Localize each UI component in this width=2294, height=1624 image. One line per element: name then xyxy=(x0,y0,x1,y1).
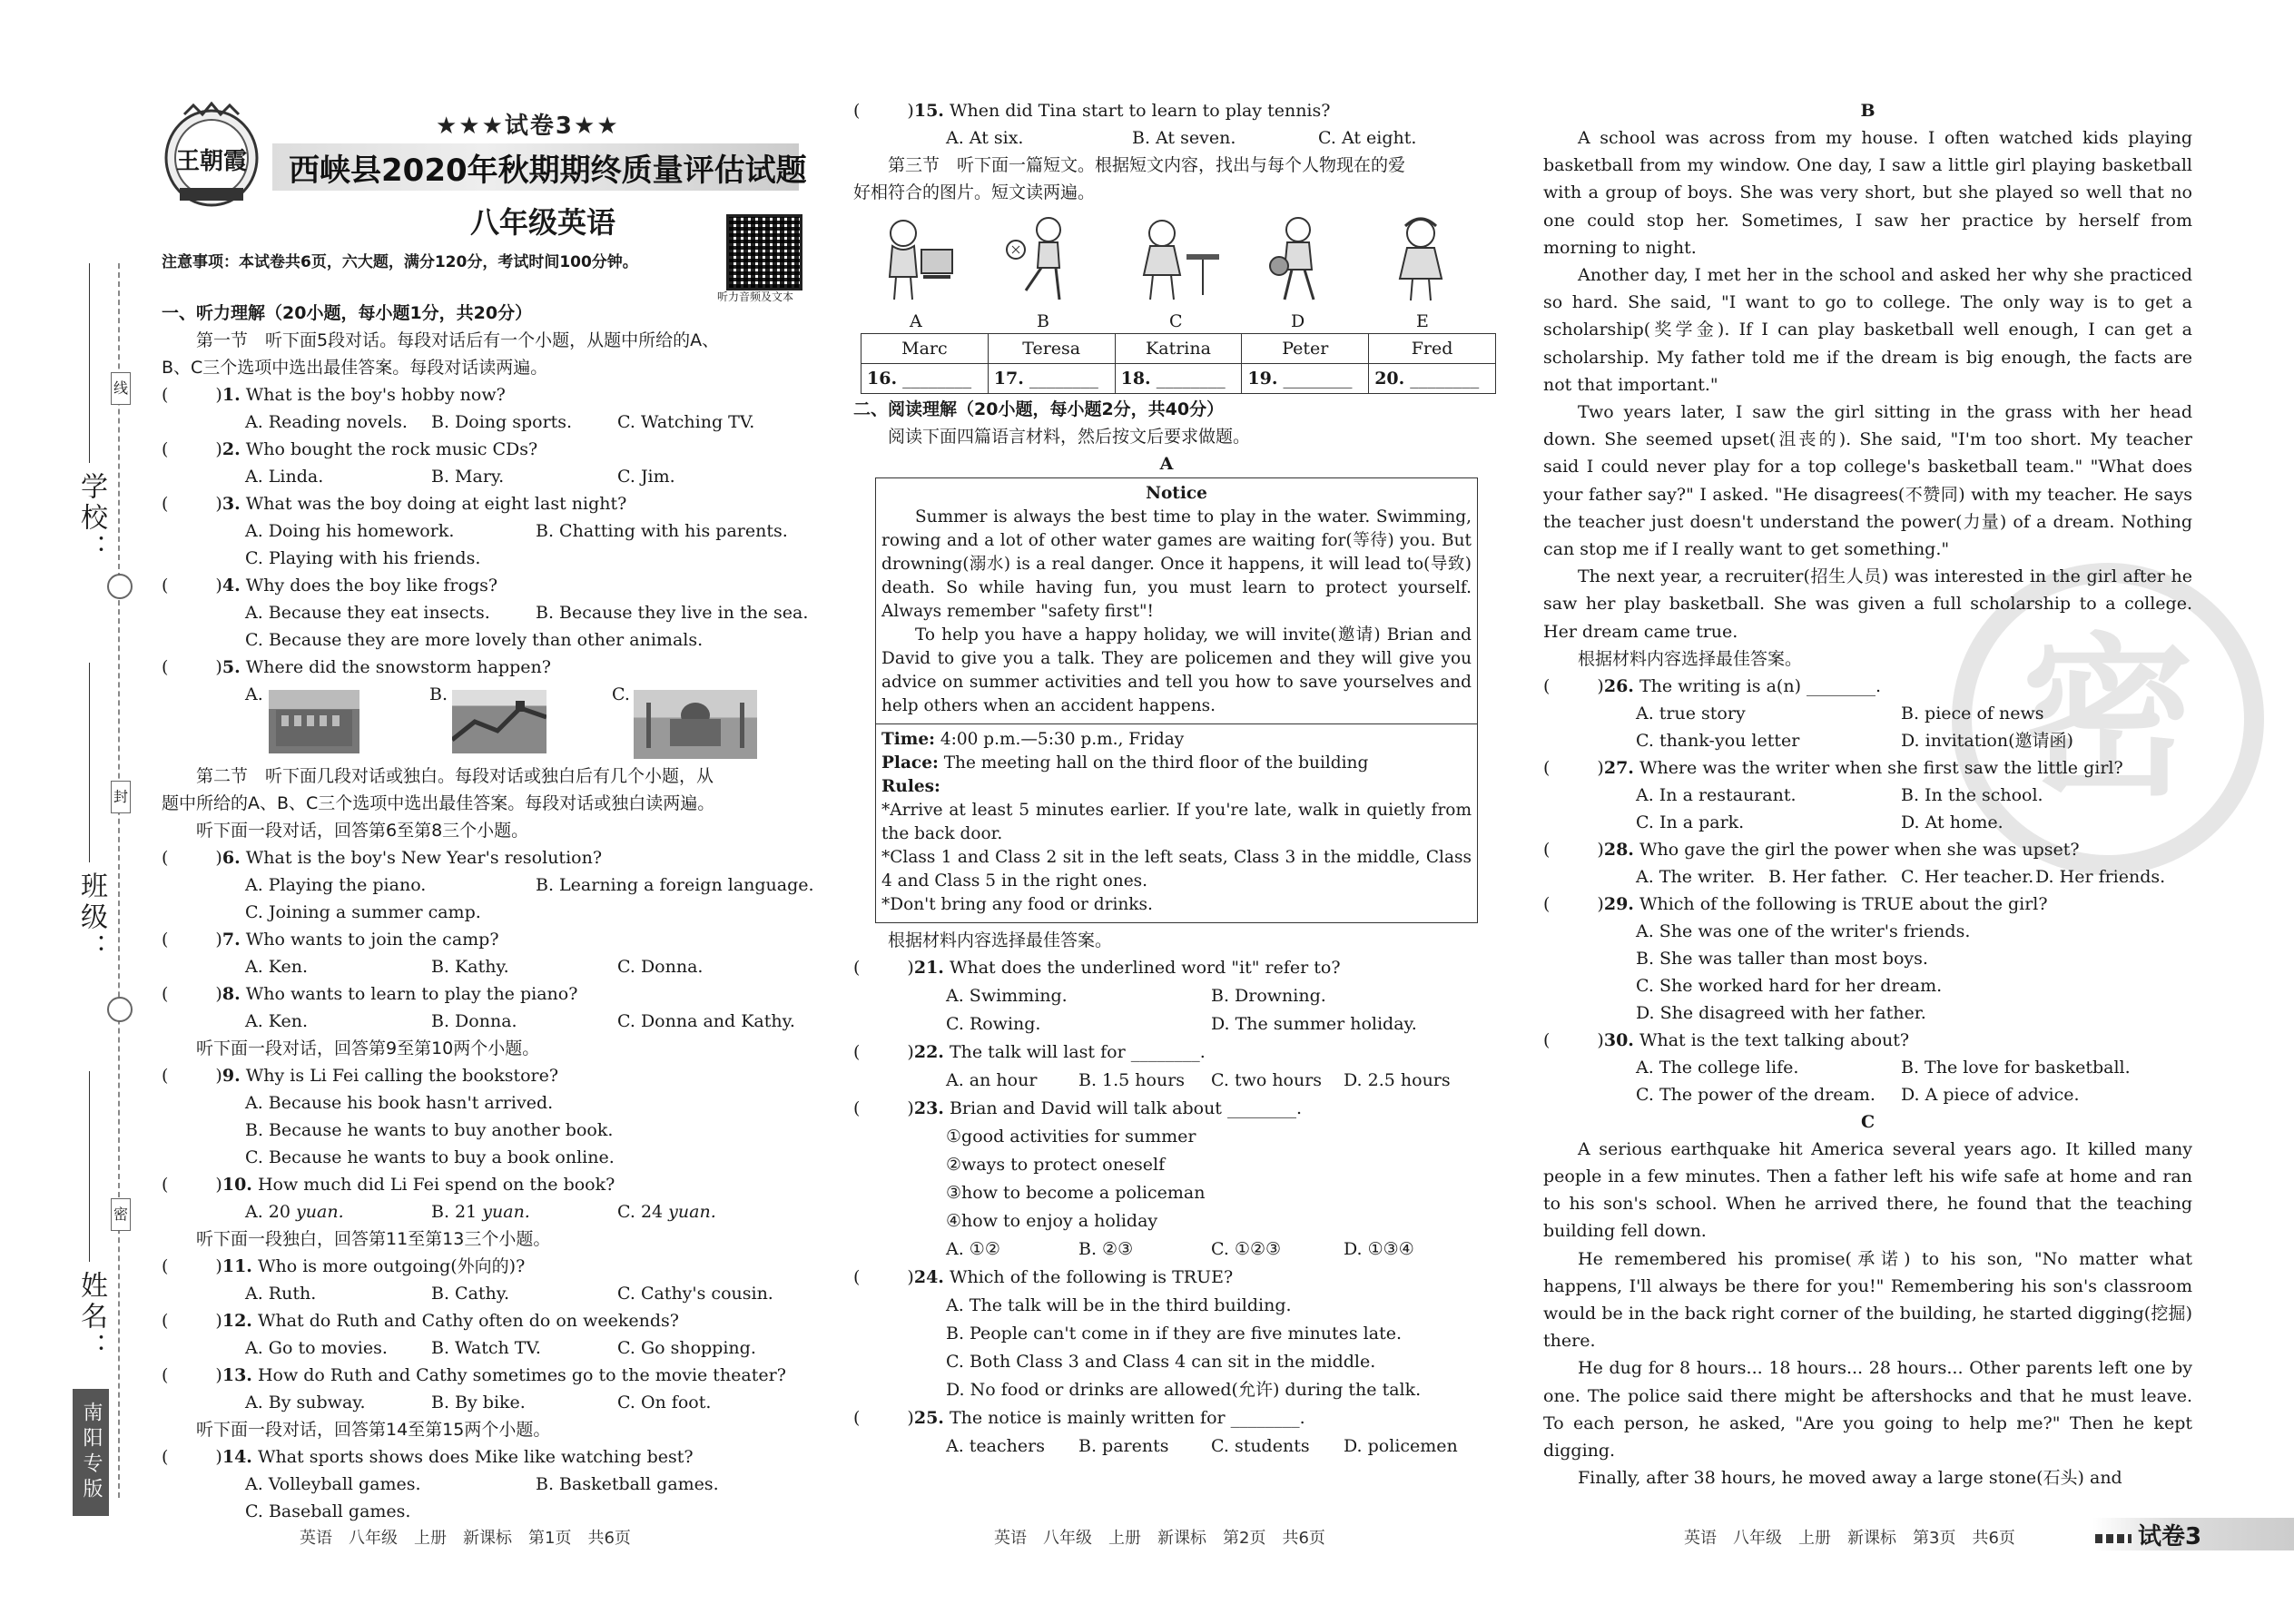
question-30: ( )30. What is the text talking about? xyxy=(1543,1029,1910,1050)
binding-hole-icon xyxy=(107,997,133,1022)
question-10: ( )10. How much did Li Fei spend on the book? xyxy=(162,1175,615,1195)
notice-rule-1: *Arrive at least 5 minutes earlier. If you're late, walk in quietly from the back door. xyxy=(881,801,1472,843)
answer-cell-20[interactable]: 20. ________ xyxy=(1369,364,1496,394)
exam-title: 西峡县2020年秋期期终质量评估试题 xyxy=(289,153,807,189)
passage-c-paragraph-2: He remembered his promise(承诺) to his son, "No matter what happens, I'll always be there for you!" Remembering his son's classroom would be in the back right corner of the building, he started digging(挖掘) there. xyxy=(1543,1248,2192,1352)
girl-pingpong-icon[interactable] xyxy=(1130,213,1221,304)
option-b[interactable]: B. xyxy=(429,684,448,704)
option-b[interactable]: B. Because they live in the sea. xyxy=(536,603,809,623)
option-c[interactable]: C. She worked hard for her dream. xyxy=(1636,975,1943,996)
question-24: ( )24. Which of the following is TRUE? xyxy=(853,1267,1234,1287)
option-a[interactable]: A. At six. xyxy=(946,128,1024,148)
q23-item-3: ③how to become a policeman xyxy=(946,1183,1206,1203)
notice-paragraph-1: Summer is always the best time to play in the water. Swimming, rowing and a lot of other water games are waiting for(等待) you. But drowning(溺水) is a real danger. Once it happens, it will lead to(导致) death. So while having fun, you must learn to protect yourself. Always remember "safety first"! xyxy=(881,507,1472,621)
question-3: ( )3. What was the boy doing at eight last night? xyxy=(162,494,627,514)
q23-item-4: ④how to enjoy a holiday xyxy=(946,1211,1158,1231)
binding-hole-icon xyxy=(107,574,133,599)
question-6: ( )6. What is the boy's New Year's resolution? xyxy=(162,848,603,868)
option-a[interactable]: A. The writer. xyxy=(1636,866,1756,887)
question-22: ( )22. The talk will last for ________. xyxy=(853,1042,1206,1062)
option-d[interactable]: D. She disagreed with her father. xyxy=(1636,1002,1926,1023)
option-b[interactable]: B. Donna. xyxy=(431,1011,517,1031)
option-b[interactable]: B. Basketball games. xyxy=(536,1474,719,1494)
choose-instruction: 根据材料内容选择最佳答案。 xyxy=(888,930,1113,950)
notice-time: 4:00 p.m.—5:30 p.m., Friday xyxy=(940,730,1185,749)
question-29: ( )29. Which of the following is TRUE about the girl? xyxy=(1543,893,2048,914)
option-c[interactable]: C. ①②③ xyxy=(1211,1239,1282,1259)
option-b[interactable]: B. In the school. xyxy=(1901,784,2043,805)
option-c[interactable]: C. two hours xyxy=(1211,1070,1323,1090)
question-23: ( )23. Brian and David will talk about ________. xyxy=(853,1098,1303,1118)
option-b[interactable]: B. 21 yuan. xyxy=(431,1202,530,1222)
girl-singing-icon[interactable] xyxy=(1380,213,1462,304)
colosseum-image[interactable] xyxy=(269,690,359,753)
answer-cell-18[interactable]: 18. ________ xyxy=(1115,364,1242,394)
name-cell: Peter xyxy=(1242,334,1369,364)
question-8: ( )8. Who wants to learn to play the piano? xyxy=(162,984,578,1004)
name-label: 姓名： xyxy=(75,1271,107,1363)
option-c[interactable]: C. xyxy=(612,684,630,704)
option-c[interactable]: C. The power of the dream. xyxy=(1636,1084,1876,1105)
column-2 xyxy=(853,97,1480,1461)
seal-mark-xian: 线 xyxy=(111,372,131,405)
option-c[interactable]: C. In a park. xyxy=(1636,812,1745,832)
option-a[interactable]: A. By subway. xyxy=(245,1393,366,1412)
column-3 xyxy=(1543,97,2192,1492)
option-a[interactable]: A. Playing the piano. xyxy=(245,875,427,895)
boy-computer-icon[interactable] xyxy=(876,213,958,304)
option-c[interactable]: C. Because he wants to buy a book online. xyxy=(245,1147,615,1167)
name-cell: Teresa xyxy=(988,334,1115,364)
part1-instruction-cont: B、C三个选项中选出最佳答案。每段对话读两遍。 xyxy=(162,358,548,378)
binding-dashed-line xyxy=(118,263,122,1498)
option-c[interactable]: C. Baseball games. xyxy=(245,1501,411,1521)
option-b[interactable]: B. 1.5 hours xyxy=(1078,1070,1186,1090)
option-b[interactable]: B. ②③ xyxy=(1078,1239,1134,1259)
edition-badge: 南阳专版 xyxy=(73,1389,109,1516)
option-b[interactable]: B. piece of news xyxy=(1901,703,2044,723)
option-a[interactable]: A. teachers xyxy=(946,1436,1045,1456)
passage-c-paragraph-4: Finally, after 38 hours, he moved away a large stone(石头) and xyxy=(1578,1468,2122,1489)
question-28: ( )28. Who gave the girl the power when she was upset? xyxy=(1543,839,2080,860)
option-d[interactable]: D. At home. xyxy=(1901,812,2004,832)
sub-instruction: 听下面一段对话，回答第6至第8三个小题。 xyxy=(196,821,529,841)
boy-football-icon[interactable] xyxy=(1003,213,1085,304)
option-b[interactable]: B. Kathy. xyxy=(431,957,509,977)
seal-mark-feng: 封 xyxy=(111,781,131,813)
passage-c-paragraph-3: He dug for 8 hours... 18 hours... 28 hours... Other parents left one by one. The police said there might be aftershocks and that he must leave. To each person, he asked, "Are you going to help me?" Then he kept digging. xyxy=(1543,1358,2192,1462)
option-a[interactable]: A. Because they eat insects. xyxy=(245,603,490,623)
section1-heading: 一、听力理解（20小题，每小题1分，共20分） xyxy=(162,303,533,323)
option-c[interactable]: C. At eight. xyxy=(1318,128,1417,148)
option-c[interactable]: C. Joining a summer camp. xyxy=(245,902,481,922)
option-b[interactable]: B. Chatting with his parents. xyxy=(536,521,788,541)
part3-instruction: 第三节 听下面一篇短文。根据短文内容，找出与每个人物现在的爱 xyxy=(888,155,1406,175)
qr-caption: 听力音频及文本 xyxy=(717,290,794,303)
option-b[interactable]: B. She was taller than most boys. xyxy=(1636,948,1928,969)
option-b[interactable]: B. Doing sports. xyxy=(431,412,573,432)
question-25: ( )25. The notice is mainly written for ________. xyxy=(853,1408,1305,1428)
watermark-seal: 密 xyxy=(1952,563,2264,875)
option-b[interactable]: B. People can't come in if they are five minutes late. xyxy=(946,1324,1402,1343)
question-12: ( )12. What do Ruth and Cathy often do on weekends? xyxy=(162,1311,679,1331)
passage-c-label: C xyxy=(1860,1111,1876,1132)
part2-instruction: 第二节 听下面几段对话或独白。每段对话或独白后有几个小题，从 xyxy=(196,766,714,786)
answer-cell-16[interactable]: 16. ________ xyxy=(861,364,989,394)
option-a[interactable]: A. The talk will be in the third building. xyxy=(946,1295,1292,1315)
question-1: ( )1. What is the boy's hobby now? xyxy=(162,385,506,405)
q5-image-options xyxy=(162,681,811,763)
passage-b-label: B xyxy=(1860,101,1876,121)
notice-details: Time: 4:00 p.m.—5:30 p.m., Friday Place: The meeting hall on the third floor of the building Rules: *Arrive at least 5 minutes earlier. If you're late, walk in quietly from the back door. *Class 1 and Class 2 sit in the left seats, Class 3 in the middle, Class 4 and Class 5 in the right ones. *Don't bring any food or drinks. xyxy=(876,723,1477,922)
question-5: ( )5. Where did the snowstorm happen? xyxy=(162,657,551,677)
picture-label-e: E xyxy=(1416,311,1429,331)
option-a[interactable]: A. Ken. xyxy=(245,957,309,977)
option-a[interactable]: A. Go to movies. xyxy=(245,1338,388,1358)
option-d[interactable]: D. 2.5 hours xyxy=(1344,1070,1451,1090)
qr-code-icon[interactable] xyxy=(726,214,802,290)
option-a[interactable]: A. The college life. xyxy=(1636,1057,1799,1078)
option-c[interactable]: C. Donna. xyxy=(617,957,704,977)
option-c[interactable]: C. On foot. xyxy=(617,1393,712,1412)
great-wall-image[interactable] xyxy=(452,690,546,753)
notice-box xyxy=(875,477,1478,923)
option-c[interactable]: C. 24 yuan. xyxy=(617,1202,716,1222)
question-14: ( )14. What sports shows does Mike like watching best? xyxy=(162,1447,694,1467)
option-b[interactable]: B. The love for basketball. xyxy=(1901,1057,2131,1078)
option-d[interactable]: D. ①③④ xyxy=(1344,1239,1414,1259)
name-cell: Marc xyxy=(861,334,989,364)
option-d[interactable]: D. policemen xyxy=(1344,1436,1458,1456)
part1-instruction: 第一节 听下面5段对话。每段对话后有一个小题，从题中所给的A、 xyxy=(196,330,720,350)
option-b[interactable]: B. Cathy. xyxy=(431,1284,510,1304)
option-a[interactable]: A. Volleyball games. xyxy=(245,1474,421,1494)
option-a[interactable]: A. Because his book hasn't arrived. xyxy=(245,1093,554,1113)
option-c[interactable]: C. Cathy's cousin. xyxy=(617,1284,773,1304)
option-c[interactable]: C. Watching TV. xyxy=(617,412,755,432)
answer-cell-19[interactable]: 19. ________ xyxy=(1242,364,1369,394)
footer-page-3: 英语 八年级 上册 新课标 第3页 共6页 xyxy=(1684,1529,2015,1548)
option-a[interactable]: A. ①② xyxy=(946,1239,1000,1259)
passage-b-paragraph-2: Another day, I met her in the school and asked her why she practiced so hard. She said, "I want to go to college. The only way is to get a scholarship(奖学金). If I can play basketball well enough, I can get a scholarship. My father told me if the dream is big enough, the facts are not that important." xyxy=(1543,265,2192,395)
part3-instruction-cont: 好相符合的图片。短文读两遍。 xyxy=(853,182,1096,202)
passage-b-paragraph-3: Two years later, I saw the girl sitting in the grass with her head down. She seemed upset(沮丧的). She said, "I'm too short. My teacher said I could never play for a top college's basketball team." "What does your father say?" I asked. "He disagrees(不赞同) with my teacher. He says the teacher just doesn't understand the power(力量) of a dream. Nothing can stop me if I really want to get something." xyxy=(1543,402,2192,560)
school-blank-line[interactable] xyxy=(89,263,90,463)
picture-label-c: C xyxy=(1169,311,1183,331)
name-answer-table xyxy=(861,333,1496,394)
sub-instruction: 听下面一段对话，回答第9至第10两个小题。 xyxy=(196,1038,540,1058)
option-a[interactable]: A. Doing his homework. xyxy=(245,521,455,541)
picture-label-a: A xyxy=(910,311,922,331)
footer-paper-tag: 试卷3 xyxy=(2138,1523,2202,1550)
column-1 xyxy=(162,300,814,1525)
part2-instruction-cont: 题中所给的A、B、C三个选项中选出最佳答案。每段对话或独白读两遍。 xyxy=(162,793,715,813)
boy-basketball-icon[interactable] xyxy=(1257,213,1339,304)
notice-place: The meeting hall on the third floor of the building xyxy=(943,753,1369,773)
name-cell: Katrina xyxy=(1115,334,1242,364)
question-7: ( )7. Who wants to join the camp? xyxy=(162,930,499,950)
logo-text: 王朝霞 xyxy=(175,148,247,175)
option-c[interactable]: C. Go shopping. xyxy=(617,1338,756,1358)
question-2: ( )2. Who bought the rock music CDs? xyxy=(162,439,538,459)
picture-label-b: B xyxy=(1037,311,1049,331)
option-d[interactable]: D. The summer holiday. xyxy=(1211,1014,1417,1034)
brand-logo xyxy=(162,102,261,211)
option-a[interactable]: A. true story xyxy=(1636,703,1746,723)
option-d[interactable]: D. A piece of advice. xyxy=(1901,1084,2080,1105)
taj-mahal-image[interactable] xyxy=(634,690,757,759)
option-b[interactable]: B. Learning a foreign language. xyxy=(536,875,814,895)
footer-page-2: 英语 八年级 上册 新课标 第2页 共6页 xyxy=(994,1529,1325,1548)
option-a[interactable]: A. Linda. xyxy=(245,467,324,487)
class-blank-line[interactable] xyxy=(89,663,90,862)
choose-instruction: 根据材料内容选择最佳答案。 xyxy=(1578,648,1803,669)
question-26: ( )26. The writing is a(n) ________. xyxy=(1543,675,1882,696)
option-a[interactable]: A. Swimming. xyxy=(946,986,1068,1006)
section2-instruction: 阅读下面四篇语言材料，然后按文后要求做题。 xyxy=(888,427,1251,447)
question-13: ( )13. How do Ruth and Cathy sometimes go to the movie theater? xyxy=(162,1365,786,1385)
exam-subtitle: 八年级英语 xyxy=(470,205,616,240)
notice-rule-3: *Don't bring any food or drinks. xyxy=(881,895,1153,914)
option-c[interactable]: C. Both Class 3 and Class 4 can sit in the middle. xyxy=(946,1352,1376,1372)
option-c[interactable]: C. Rowing. xyxy=(946,1014,1041,1034)
option-b[interactable]: B. parents xyxy=(1078,1436,1169,1456)
exam-notice: 注意事项：本试卷共6页，六大题，满分120分，考试时间100分钟。 xyxy=(162,253,638,271)
option-a[interactable]: A. xyxy=(245,684,263,704)
sub-instruction: 听下面一段独白，回答第11至第13三个小题。 xyxy=(196,1229,551,1249)
option-a[interactable]: A. In a restaurant. xyxy=(1636,784,1797,805)
question-11: ( )11. Who is more outgoing(外向的)? xyxy=(162,1256,526,1276)
option-d[interactable]: D. Her friends. xyxy=(2035,866,2166,887)
option-a[interactable]: A. Reading novels. xyxy=(245,412,408,432)
option-c[interactable]: C. thank-you letter xyxy=(1636,730,1800,751)
notice-paragraph-2: To help you have a happy holiday, we will invite(邀请) Brian and David to give you a talk. They are policemen and they will give you advice on summer activities and tell you how to save yourselves and help others when an accident happens. xyxy=(881,625,1472,715)
q23-item-1: ①good activities for summer xyxy=(946,1127,1196,1147)
footer-dots-icon xyxy=(2095,1534,2132,1543)
option-d[interactable]: D. invitation(邀请函) xyxy=(1901,730,2073,751)
option-c[interactable]: C. Jim. xyxy=(617,467,675,487)
question-27: ( )27. Where was the writer when she first saw the little girl? xyxy=(1543,757,2123,778)
option-b[interactable]: B. Her father. xyxy=(1768,866,1888,887)
seal-mark-mi: 密 xyxy=(111,1198,131,1231)
option-c[interactable]: C. Playing with his friends. xyxy=(245,548,481,568)
option-a[interactable]: A. Ruth. xyxy=(245,1284,317,1304)
option-a[interactable]: A. 20 yuan. xyxy=(245,1202,344,1222)
option-b[interactable]: B. Watch TV. xyxy=(431,1338,541,1358)
question-21: ( )21. What does the underlined word "it" refer to? xyxy=(853,958,1341,978)
option-b[interactable]: B. Drowning. xyxy=(1211,986,1326,1006)
option-c[interactable]: C. Her teacher. xyxy=(1901,866,2034,887)
option-b[interactable]: B. Mary. xyxy=(431,467,505,487)
option-b[interactable]: B. By bike. xyxy=(431,1393,526,1412)
picture-label-d: D xyxy=(1291,311,1305,331)
option-b[interactable]: B. Because he wants to buy another book. xyxy=(245,1120,614,1140)
question-9: ( )9. Why is Li Fei calling the bookstore? xyxy=(162,1066,559,1086)
passage-b-paragraph-1: A school was across from my house. I often watched kids playing basketball from my window. One day, I saw a little girl playing basketball with a group of boys. She was very short, but she played so well that no one could stop her. Sometimes, I saw her practice by herself from morning to night. xyxy=(1543,128,2192,258)
passage-c-paragraph-1: A serious earthquake hit America several years ago. It killed many people in a few minutes. Then a father left his wife safe at home and ran to his son's school. When he arrived there, he found that the teaching building fell down. xyxy=(1543,1138,2192,1242)
name-cell: Fred xyxy=(1369,334,1496,364)
q23-item-2: ②ways to protect oneself xyxy=(946,1155,1166,1175)
question-15: ( )15. When did Tina start to learn to play tennis? xyxy=(853,101,1331,121)
notice-title: Notice xyxy=(1146,484,1207,503)
question-4: ( )4. Why does the boy like frogs? xyxy=(162,576,498,595)
school-label: 学校： xyxy=(75,472,107,565)
class-label: 班级： xyxy=(75,871,107,964)
option-c[interactable]: C. Because they are more lovely than other animals. xyxy=(245,630,704,650)
footer-page-1: 英语 八年级 上册 新课标 第1页 共6页 xyxy=(300,1529,631,1548)
option-a[interactable]: A. She was one of the writer's friends. xyxy=(1636,920,1971,941)
option-a[interactable]: A. Ken. xyxy=(245,1011,309,1031)
option-b[interactable]: B. At seven. xyxy=(1132,128,1236,148)
name-blank-line[interactable] xyxy=(89,1071,90,1262)
passage-b-paragraph-4: The next year, a recruiter(招生人员) was interested in the girl after he saw her play basketball. She was given a full scholarship to a college. Her dream came true. xyxy=(1543,566,2192,642)
answer-cell-17[interactable]: 17. ________ xyxy=(988,364,1115,394)
section2-heading: 二、阅读理解（20小题，每小题2分，共40分） xyxy=(853,399,1225,419)
option-c[interactable]: C. students xyxy=(1211,1436,1310,1456)
hobby-pictures xyxy=(853,206,1480,333)
paper-number: ★★★试卷3★★ xyxy=(436,113,620,140)
option-a[interactable]: A. an hour xyxy=(946,1070,1038,1090)
passage-a-label: A xyxy=(1159,454,1174,474)
notice-rule-2: *Class 1 and Class 2 sit in the left seats, Class 3 in the middle, Class 4 and Class 5 in the right ones. xyxy=(881,848,1472,891)
option-c[interactable]: C. Donna and Kathy. xyxy=(617,1011,795,1031)
notice-rules-label: Rules: xyxy=(881,777,940,796)
option-d[interactable]: D. No food or drinks are allowed(允许) during the talk. xyxy=(946,1380,1422,1400)
sub-instruction: 听下面一段对话，回答第14至第15两个小题。 xyxy=(196,1420,551,1440)
